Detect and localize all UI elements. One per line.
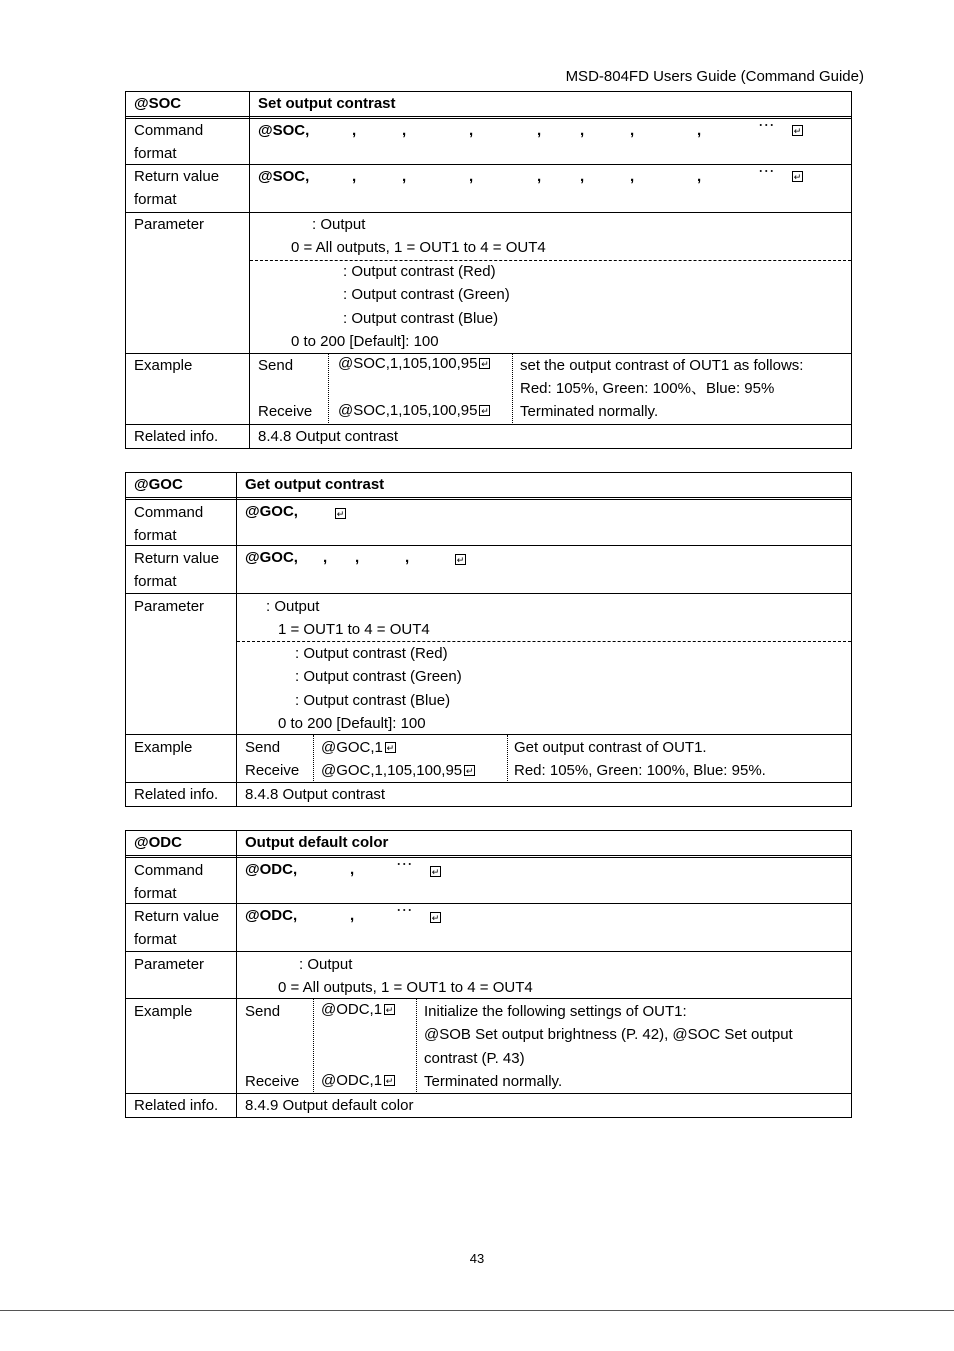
related-label: Related info.	[134, 1097, 219, 1114]
example-receive-command: @SOC,1,105,100,95 ↵	[338, 402, 489, 419]
related-link: 8.4.9 Output default color	[245, 1097, 414, 1114]
comma: ,	[469, 122, 474, 139]
return-label: Return value	[134, 550, 220, 567]
goc-example-row	[126, 734, 851, 783]
example-send-command: @GOC,1 ↵	[321, 739, 395, 756]
odc-table	[125, 830, 852, 1118]
return-icon: ↵	[385, 1076, 394, 1086]
param-blue: : Output contrast (Blue)	[295, 692, 451, 709]
odc-related-row	[126, 1093, 851, 1118]
command-label: Command	[134, 504, 204, 521]
return-icon: ↵	[481, 359, 489, 369]
soc-table	[125, 91, 852, 449]
comma: ,	[402, 122, 407, 139]
comma: ,	[630, 168, 635, 185]
soc-parameter-row	[126, 212, 851, 354]
soc-cmd-prefix: @SOC,	[258, 122, 310, 139]
param-green: : Output contrast (Green)	[343, 286, 510, 303]
example-send-desc: Get output contrast of OUT1.	[514, 739, 707, 756]
return-label: Return value	[134, 168, 220, 185]
return-icon: ↵	[793, 172, 802, 182]
return-label: Return value	[134, 908, 220, 925]
odc-command-row	[126, 855, 851, 906]
param-range: 0 to 200 [Default]: 100	[278, 715, 426, 732]
param-output-range: 0 = All outputs, 1 = OUT1 to 4 = OUT4	[278, 979, 533, 996]
ellipsis: ･･･	[396, 905, 413, 917]
example-receive-desc: Terminated normally.	[520, 403, 659, 420]
odc-code: @ODC	[134, 834, 182, 851]
example-send-desc-2: Red: 105%, Green: 100%、Blue: 95%	[520, 380, 775, 397]
soc-code: @SOC	[134, 95, 182, 112]
ellipsis: ･･･	[758, 166, 775, 178]
example-label: Example	[134, 739, 193, 756]
send-label: Send	[245, 1003, 281, 1020]
example-label: Example	[134, 1003, 193, 1020]
footer-rule	[0, 1310, 954, 1311]
soc-return-row	[126, 164, 851, 213]
related-link: 8.4.8 Output contrast	[245, 786, 386, 803]
example-receive-desc: Red: 105%, Green: 100%, Blue: 95%.	[514, 762, 766, 779]
odc-return-row	[126, 903, 851, 952]
receive-label: Receive	[245, 762, 300, 779]
return-icon: ↵	[386, 743, 395, 753]
soc-title: Set output contrast	[258, 95, 396, 112]
return-icon: ↵	[465, 766, 474, 776]
goc-return-row	[126, 545, 851, 594]
soc-ret-prefix: @SOC,	[258, 168, 310, 185]
goc-command-row	[126, 497, 851, 548]
comma: ,	[405, 549, 410, 566]
goc-title-row	[126, 473, 851, 497]
return-icon: ↵	[336, 509, 345, 519]
example-send-desc-3: contrast (P. 43)	[424, 1050, 525, 1067]
goc-table	[125, 472, 852, 807]
odc-cmd-prefix: @ODC,	[245, 861, 298, 878]
related-link: 8.4.8 Output contrast	[258, 428, 399, 445]
odc-title-row	[126, 831, 851, 855]
page-number: 43	[469, 1251, 485, 1266]
example-send-command: @ODC,1 ↵	[321, 1001, 394, 1018]
comma: ,	[630, 122, 635, 139]
return-icon: ↵	[456, 555, 465, 565]
example-send-desc-2: @SOB Set output brightness (P. 42), @SOC Set output	[424, 1026, 793, 1043]
command-label-2: format	[134, 885, 177, 902]
odc-example-row	[126, 998, 851, 1094]
param-red: : Output contrast (Red)	[295, 645, 448, 662]
param-red: : Output contrast (Red)	[343, 263, 496, 280]
example-send-desc: Initialize the following settings of OUT1:	[424, 1003, 687, 1020]
comma: ,	[323, 549, 328, 566]
goc-ret-prefix: @GOC,	[245, 549, 298, 566]
goc-title: Get output contrast	[245, 476, 385, 493]
return-label-2: format	[134, 573, 177, 590]
return-icon: ↵	[431, 867, 440, 877]
receive-label: Receive	[245, 1073, 300, 1090]
send-label: Send	[245, 739, 281, 756]
command-label-2: format	[134, 527, 177, 544]
related-label: Related info.	[134, 786, 219, 803]
param-output: : Output	[266, 598, 320, 615]
command-label: Command	[134, 862, 204, 879]
odc-title: Output default color	[245, 834, 389, 851]
parameter-label: Parameter	[134, 956, 205, 973]
param-blue: : Output contrast (Blue)	[343, 310, 499, 327]
comma: ,	[355, 549, 360, 566]
running-header: MSD-804FD Users Guide (Command Guide)	[565, 68, 864, 85]
goc-related-row	[126, 782, 851, 807]
parameter-label: Parameter	[134, 216, 205, 233]
example-send-command: @SOC,1,105,100,95 ↵	[338, 355, 489, 372]
param-output: : Output	[312, 216, 366, 233]
ellipsis: ･･･	[396, 859, 413, 871]
example-label: Example	[134, 357, 193, 374]
odc-parameter-row	[126, 951, 851, 999]
goc-cmd-prefix: @GOC,	[245, 503, 298, 520]
odc-ret-prefix: @ODC,	[245, 907, 298, 924]
comma: ,	[580, 168, 585, 185]
command-label-2: format	[134, 145, 177, 162]
comma: ,	[350, 907, 355, 924]
comma: ,	[697, 168, 702, 185]
return-icon: ↵	[481, 406, 489, 416]
command-label: Command	[134, 122, 204, 139]
example-receive-command: @GOC,1,105,100,95 ↵	[321, 762, 474, 779]
param-output-range: 1 = OUT1 to 4 = OUT4	[278, 621, 430, 638]
comma: ,	[352, 122, 357, 139]
comma: ,	[350, 861, 355, 878]
receive-label: Receive	[258, 403, 313, 420]
return-icon: ↵	[385, 1005, 394, 1015]
comma: ,	[402, 168, 407, 185]
ellipsis: ･･･	[758, 120, 775, 132]
comma: ,	[469, 168, 474, 185]
comma: ,	[580, 122, 585, 139]
goc-parameter-row	[126, 593, 851, 735]
soc-related-row	[126, 424, 851, 449]
comma: ,	[352, 168, 357, 185]
parameter-label: Parameter	[134, 598, 205, 615]
comma: ,	[537, 168, 542, 185]
soc-command-row	[126, 116, 851, 167]
return-label-2: format	[134, 191, 177, 208]
comma: ,	[697, 122, 702, 139]
return-icon: ↵	[431, 913, 440, 923]
param-output-range: 0 = All outputs, 1 = OUT1 to 4 = OUT4	[291, 239, 546, 256]
example-send-desc: set the output contrast of OUT1 as follows:	[520, 357, 804, 374]
send-label: Send	[258, 357, 294, 374]
param-green: : Output contrast (Green)	[295, 668, 462, 685]
related-label: Related info.	[134, 428, 219, 445]
return-label-2: format	[134, 931, 177, 948]
param-range: 0 to 200 [Default]: 100	[291, 333, 439, 350]
return-icon: ↵	[793, 126, 802, 136]
soc-title-row	[126, 92, 851, 116]
param-output: : Output	[299, 956, 353, 973]
example-receive-desc: Terminated normally.	[424, 1073, 563, 1090]
example-receive-command: @ODC,1 ↵	[321, 1072, 394, 1089]
goc-code: @GOC	[134, 476, 183, 493]
comma: ,	[537, 122, 542, 139]
soc-example-row	[126, 353, 851, 425]
